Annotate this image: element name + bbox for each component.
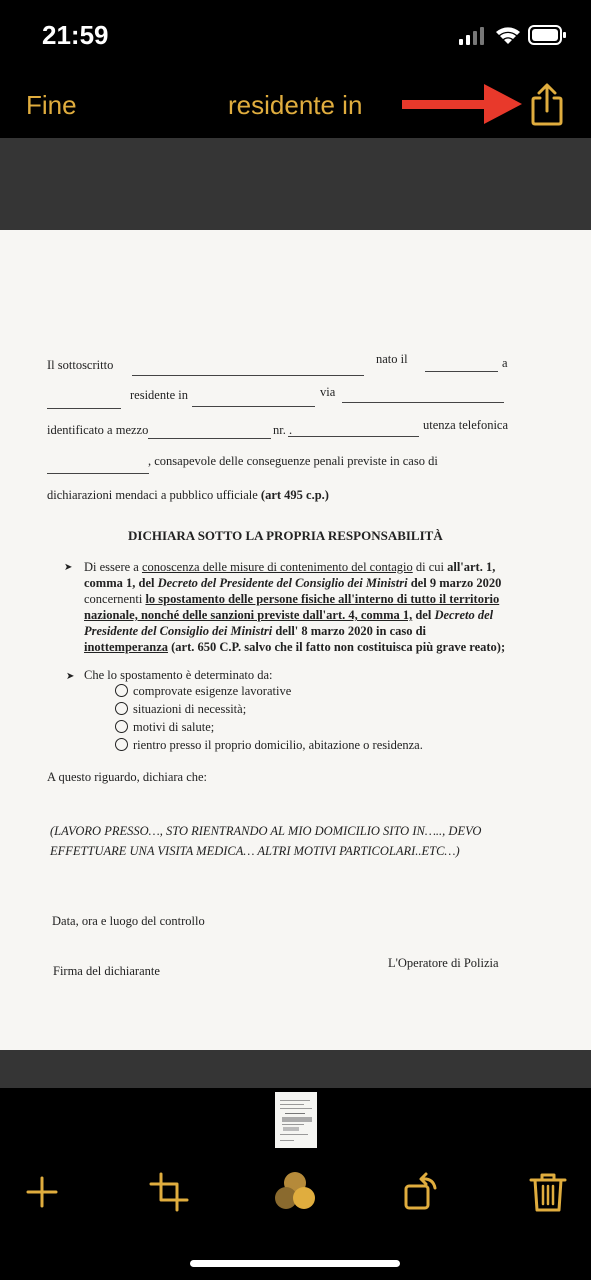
- bullet1-line4: nazionale, nonché delle sanzioni previste dall'art. 4, comma 1, del Decreto del: [84, 608, 494, 622]
- trash-icon[interactable]: [526, 1170, 570, 1214]
- example-line-1: (LAVORO PRESSO…, STO RIENTRANDO AL MIO DOMICILIO SITO IN….., DEVO: [50, 824, 482, 838]
- option-item: comprovate esigenze lavorative: [115, 684, 291, 699]
- dichiarazioni-text: dichiarazioni mendaci a pubblico ufficiale (art 495 c.p.): [47, 488, 329, 502]
- plus-icon[interactable]: [20, 1170, 64, 1214]
- declaration-heading: DICHIARA SOTTO LA PROPRIA RESPONSABILITÀ: [128, 528, 443, 543]
- identificato-label: identificato a mezzo: [47, 423, 149, 437]
- nav-bar: [0, 72, 591, 138]
- filter-icon[interactable]: [273, 1170, 317, 1214]
- id-number-line: [288, 436, 419, 437]
- option-item: motivi di salute;: [115, 720, 214, 735]
- bullet1-line1: Di essere a conoscenza delle misure di contenimento del contagio di cui all'art. 1,: [84, 560, 496, 574]
- radio-circle-icon: [115, 684, 128, 697]
- via-label: via: [320, 385, 336, 399]
- birthplace-line: [47, 408, 121, 409]
- thumbnail-preview-icon: [275, 1092, 317, 1148]
- example-line-2: EFFETTUARE UNA VISITA MEDICA… ALTRI MOTIVI PARTICOLARI..ETC…): [50, 844, 460, 858]
- residence-line: [192, 406, 315, 407]
- firma-label: Firma del dichiarante: [53, 964, 160, 978]
- consapevole-text: , consapevole delle conseguenze penali previste in caso di: [148, 454, 438, 468]
- radio-circle-icon: [115, 738, 128, 751]
- signal-icon: [459, 27, 484, 45]
- a-label: a: [502, 356, 508, 370]
- id-document-line: [148, 438, 271, 439]
- birthdate-line: [425, 371, 498, 372]
- bullet1-line5: Presidente del Consiglio dei Ministri dell' 8 marzo 2020 in caso di: [84, 624, 427, 638]
- wifi-icon: [496, 27, 520, 44]
- street-line: [342, 402, 504, 403]
- red-arrow-annotation: [400, 82, 522, 126]
- done-button[interactable]: Fine: [26, 90, 77, 120]
- crop-icon[interactable]: [147, 1170, 191, 1214]
- share-icon[interactable]: [527, 82, 567, 128]
- battery-icon: [529, 26, 566, 44]
- viewer-background-top: [0, 138, 591, 230]
- page-thumbnail[interactable]: [275, 1092, 317, 1148]
- scanned-document-page[interactable]: [0, 230, 591, 1050]
- phone-line: [47, 473, 149, 474]
- nr-label: nr. .: [273, 423, 293, 437]
- bullet1-line2: comma 1, del Decreto del Presidente del Consiglio dei Ministri del 9 marzo 2020: [84, 576, 502, 590]
- option-item: situazioni di necessità;: [115, 702, 246, 717]
- data-ora-label: Data, ora e luogo del controllo: [52, 914, 205, 928]
- status-bar: [0, 0, 591, 72]
- document-title[interactable]: residente in: [228, 90, 363, 120]
- bullet2-text: Che lo spostamento è determinato da:: [84, 668, 273, 682]
- status-icons: [459, 22, 569, 52]
- bottom-toolbar: [0, 1088, 591, 1280]
- home-indicator[interactable]: [190, 1260, 400, 1267]
- bullet1-line6: inottemperanza (art. 650 C.P. salvo che il fatto non costituisca più grave reato);: [84, 640, 506, 654]
- sottoscritto-label: Il sottoscritto: [47, 358, 114, 372]
- riguardo-text: A questo riguardo, dichiara che:: [47, 770, 208, 784]
- status-time: 21:59: [42, 20, 109, 50]
- viewer-background-bottom: [0, 1050, 591, 1088]
- operatore-label: L'Operatore di Polizia: [388, 956, 499, 970]
- bullet-arrow-icon: ➤: [66, 671, 75, 682]
- bullet-arrow-icon: ➤: [64, 562, 73, 573]
- option-item: rientro presso il proprio domicilio, abitazione o residenza.: [115, 738, 423, 753]
- nato-il-label: nato il: [376, 352, 408, 366]
- bullet1-line3: concernenti lo spostamento delle persone fisiche all'interno di tutto il territorio: [84, 592, 500, 606]
- residente-label: residente in: [130, 388, 188, 402]
- rotate-icon[interactable]: [400, 1170, 444, 1214]
- radio-circle-icon: [115, 702, 128, 715]
- utenza-label: utenza telefonica: [423, 418, 509, 432]
- radio-circle-icon: [115, 720, 128, 733]
- name-line: [132, 375, 364, 376]
